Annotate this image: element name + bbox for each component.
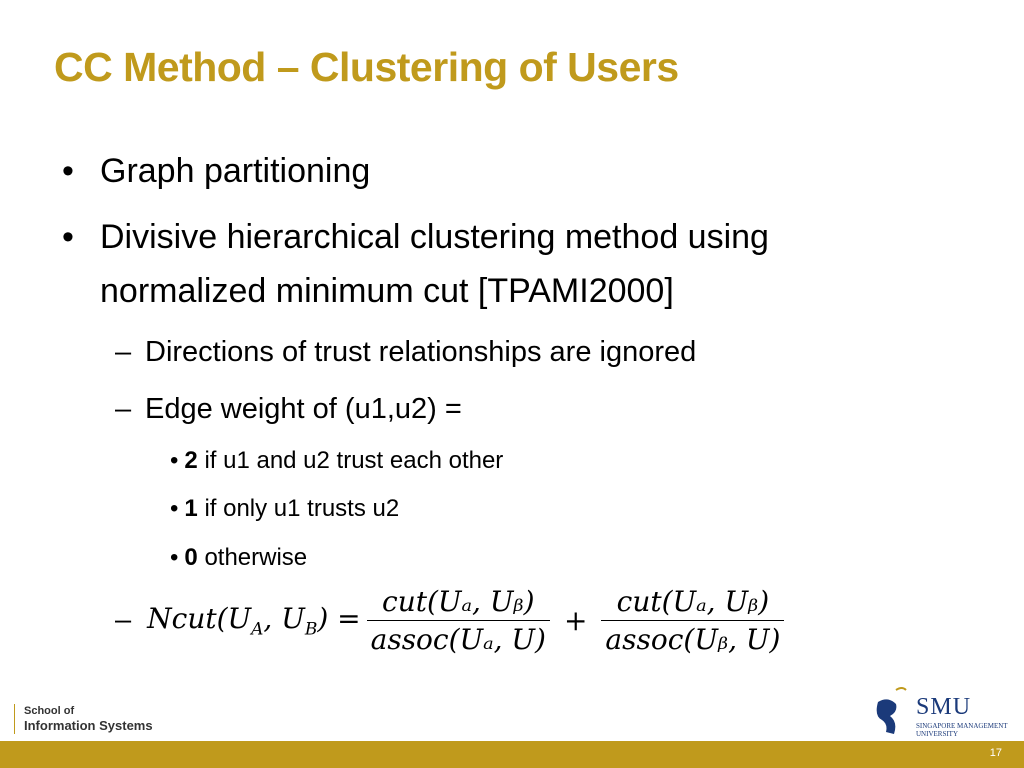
school-logo-bar xyxy=(14,704,15,734)
weight-value: 0 xyxy=(184,544,198,571)
weight-value: 2 xyxy=(184,447,198,474)
bullet-dot: • xyxy=(170,447,179,474)
slide-title: CC Method – Clustering of Users xyxy=(54,44,679,90)
bullet-dot: • xyxy=(62,218,74,256)
weight-text: if u1 and u2 trust each other xyxy=(204,447,504,474)
weight-item-2 xyxy=(170,445,503,477)
bullet-divisive-clustering xyxy=(62,210,769,264)
weight-text: otherwise xyxy=(204,544,308,571)
bullet-divisive-clustering-cont xyxy=(100,264,674,318)
bullet-dot: • xyxy=(170,495,179,522)
ncut-formula xyxy=(115,585,790,656)
weight-item-1 xyxy=(170,493,399,525)
fraction-numerator: cut(Uₐ, Uᵦ) xyxy=(382,585,535,618)
bullet-dot: • xyxy=(170,544,179,571)
fraction-denominator: assoc(Uᵦ, U) xyxy=(601,620,784,656)
formula-lhs: $Ncut(U_A$, $U_B$) = xyxy=(147,601,361,640)
footer-band xyxy=(0,741,1024,768)
bullet-text: Divisive hierarchical clustering method using xyxy=(100,218,769,256)
sub-bullet-directions xyxy=(115,332,697,372)
bullet-text-line2: normalized minimum cut [TPAMI2000] xyxy=(100,272,674,310)
sub-bullet-edge-weight xyxy=(115,389,462,429)
bullet-dot: • xyxy=(62,152,74,190)
smu-name: SMU xyxy=(916,694,972,720)
formula-fraction-b xyxy=(601,585,784,656)
smu-full-name: SINGAPORE MANAGEMENT UNIVERSITY xyxy=(916,722,1008,738)
weight-value: 1 xyxy=(184,495,198,522)
fraction-denominator: assoc(Uₐ, U) xyxy=(367,620,550,656)
fraction-numerator: cut(Uₐ, Uᵦ) xyxy=(616,585,770,618)
bullet-text: Graph partitioning xyxy=(100,152,371,190)
smu-logo xyxy=(872,684,1012,740)
page-number: 17 xyxy=(989,747,1002,759)
formula-plus: + xyxy=(563,604,588,637)
bullet-graph-partitioning xyxy=(62,144,371,198)
school-logo-line1: School of xyxy=(24,705,75,717)
sub-bullet-dash: – xyxy=(115,336,132,368)
sub-bullet-text: Directions of trust relationships are ignored xyxy=(145,336,697,368)
formula-fraction-a xyxy=(367,585,550,656)
weight-item-0 xyxy=(170,542,307,574)
merlion-icon xyxy=(872,684,912,740)
sub-bullet-text: Edge weight of (u1,u2) = xyxy=(145,393,462,425)
weight-text: if only u1 trusts u2 xyxy=(204,495,400,522)
formula-dash: – xyxy=(115,604,132,636)
school-logo-line2: Information Systems xyxy=(24,718,153,733)
sub-bullet-dash: – xyxy=(115,393,132,425)
